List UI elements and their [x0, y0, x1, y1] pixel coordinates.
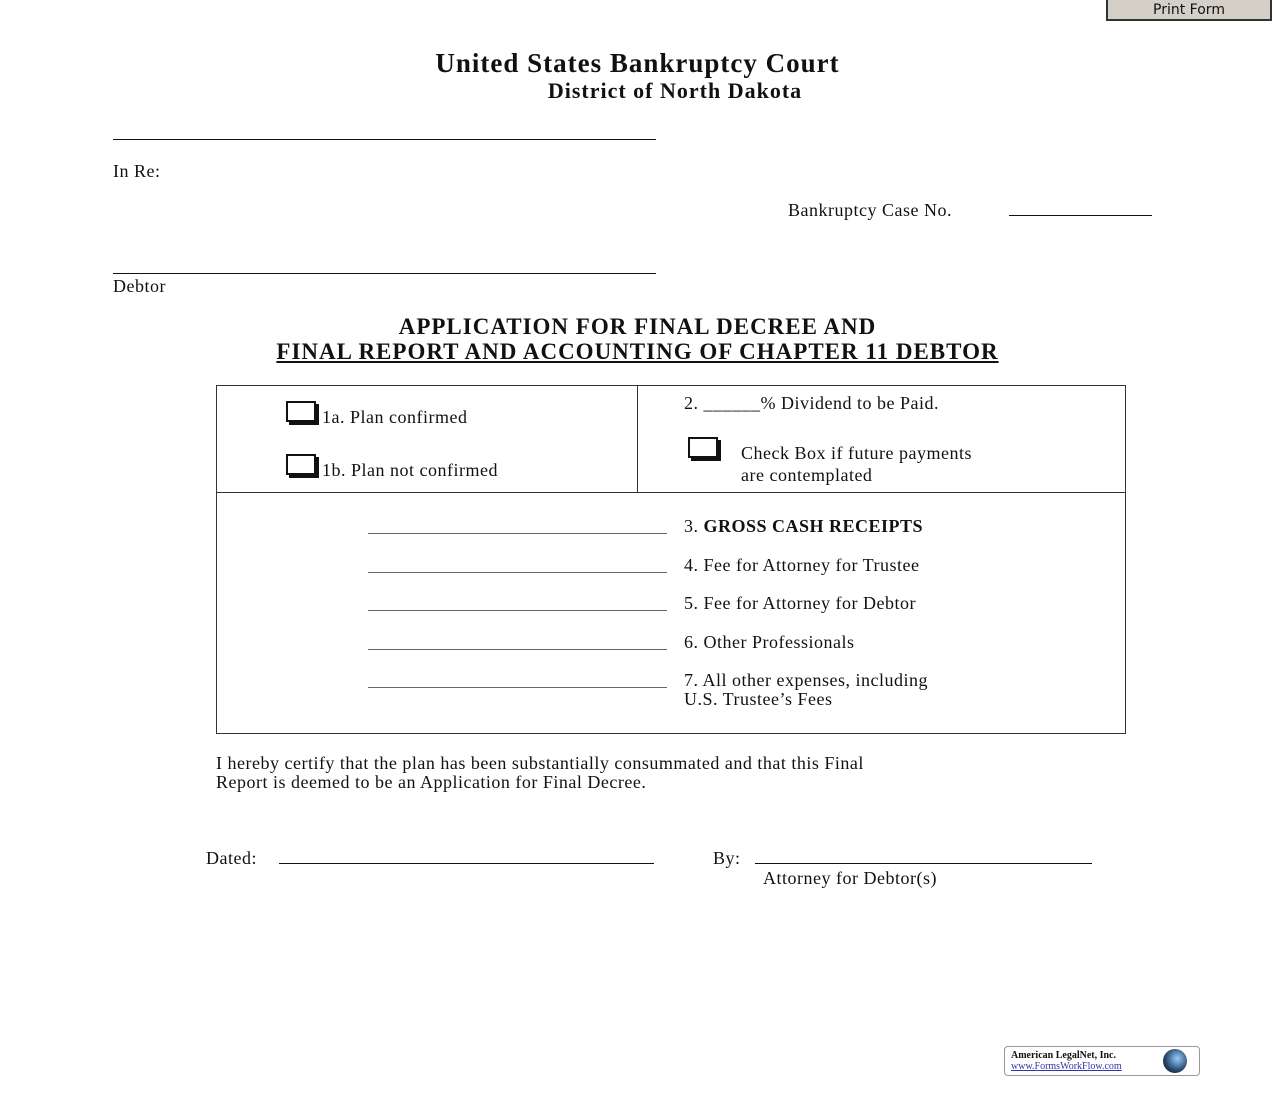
- other-professionals-field[interactable]: [368, 649, 667, 650]
- plan-not-confirmed-checkbox[interactable]: [286, 454, 316, 475]
- divider: [637, 385, 638, 492]
- divider: [216, 492, 1125, 493]
- future-payments-checkbox[interactable]: [688, 437, 718, 458]
- debtor-label: Debtor: [113, 276, 166, 296]
- gross-receipts-field[interactable]: [368, 533, 667, 534]
- plan-confirmed-label: 1a. Plan confirmed: [322, 407, 468, 427]
- globe-icon: [1163, 1049, 1187, 1073]
- attorney-trustee-fee-field[interactable]: [368, 572, 667, 573]
- dated-field[interactable]: [279, 863, 654, 864]
- plan-not-confirmed-label: 1b. Plan not confirmed: [322, 460, 498, 480]
- form-title-line-2: FINAL REPORT AND ACCOUNTING OF CHAPTER 11 DEBTOR: [276, 339, 999, 364]
- item-4: 4. Fee for Attorney for Trustee: [684, 555, 920, 575]
- report-table: [216, 385, 1126, 734]
- signature-field[interactable]: [755, 863, 1092, 864]
- attorney-label: Attorney for Debtor(s): [763, 868, 937, 888]
- item-7-line-2: U.S. Trustee’s Fees: [684, 689, 833, 709]
- item-7: 7. All other expenses, including: [684, 670, 928, 690]
- district-name: District of North Dakota: [547, 78, 803, 103]
- form-title-line-1: APPLICATION FOR FINAL DECREE AND: [398, 314, 877, 339]
- court-name: United States Bankruptcy Court: [435, 48, 840, 78]
- logo-url[interactable]: www.FormsWorkFlow.com: [1011, 1061, 1122, 1072]
- in-re-label: In Re:: [113, 161, 161, 181]
- by-label: By:: [713, 848, 741, 868]
- dated-label: Dated:: [206, 848, 257, 868]
- dividend-label: 2. ______% Dividend to be Paid.: [684, 393, 939, 413]
- plan-confirmed-checkbox[interactable]: [286, 401, 316, 422]
- future-payments-label-2: are contemplated: [741, 465, 873, 485]
- case-no-field[interactable]: [1009, 215, 1152, 216]
- certification-line-1: I hereby certify that the plan has been substantially consummated and that this Final: [216, 753, 864, 773]
- legalnet-logo[interactable]: [1004, 1046, 1200, 1076]
- attorney-debtor-fee-field[interactable]: [368, 610, 667, 611]
- debtor-name-line-1[interactable]: [113, 139, 656, 140]
- debtor-name-line-2[interactable]: [113, 273, 656, 274]
- print-form-button[interactable]: Print Form: [1106, 0, 1272, 21]
- item-3: 3. GROSS CASH RECEIPTS: [684, 516, 924, 536]
- certification-line-2: Report is deemed to be an Application for Final Decree.: [216, 772, 647, 792]
- other-expenses-field[interactable]: [368, 687, 667, 688]
- item-5: 5. Fee for Attorney for Debtor: [684, 593, 916, 613]
- logo-company: American LegalNet, Inc.: [1011, 1050, 1116, 1061]
- case-no-label: Bankruptcy Case No.: [788, 200, 952, 220]
- future-payments-label: Check Box if future payments: [741, 443, 972, 463]
- item-6: 6. Other Professionals: [684, 632, 855, 652]
